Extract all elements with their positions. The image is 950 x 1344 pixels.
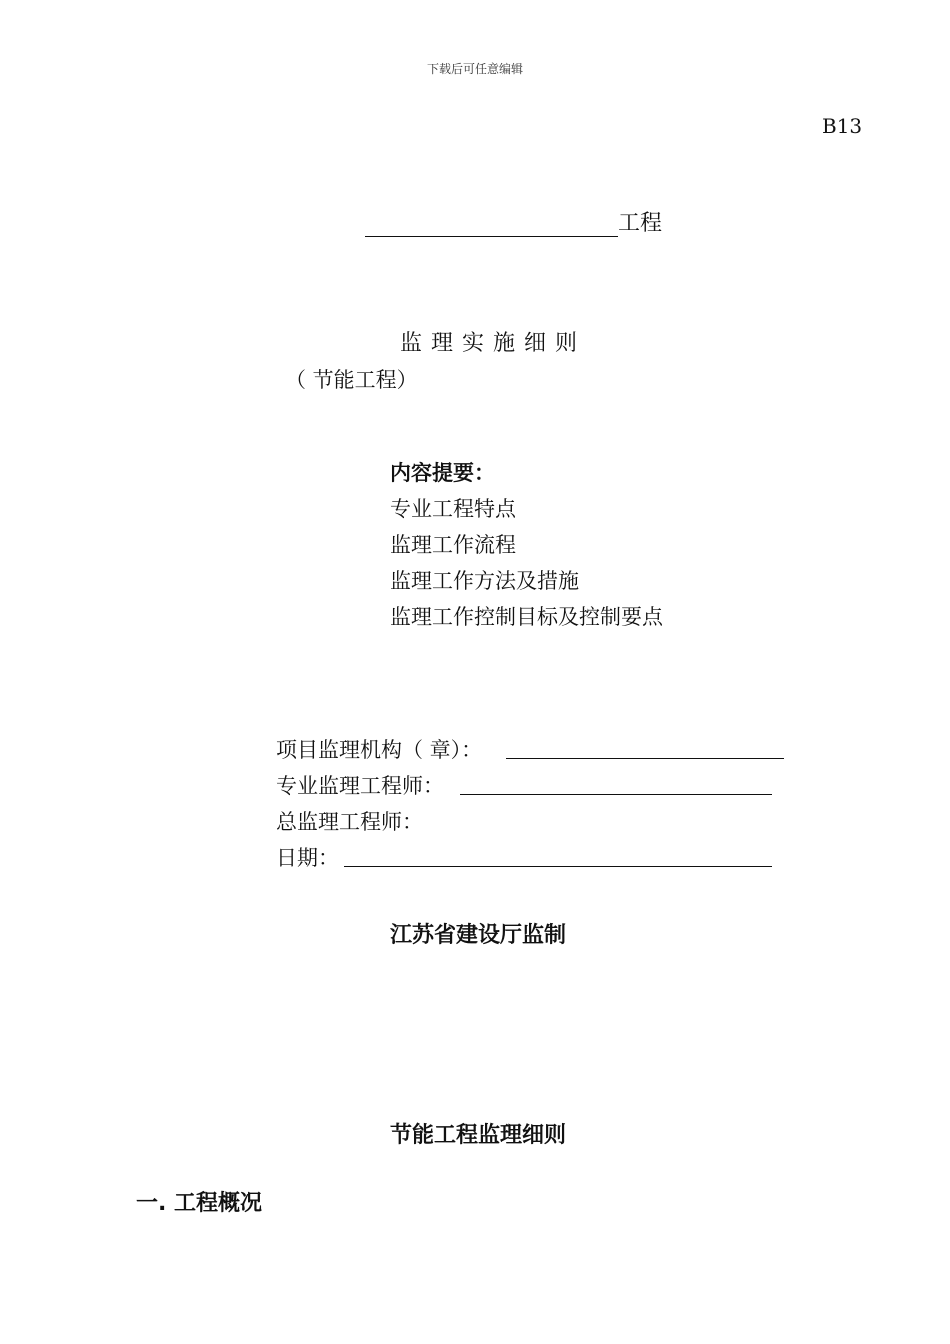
contents-item: 监理工作流程: [390, 533, 516, 557]
signature-specialist-line: [460, 794, 772, 795]
issuer: 江苏省建设厅监制: [390, 923, 567, 948]
signature-chief-row: [276, 804, 796, 840]
chapter-title: 一. 工程概况: [136, 1191, 263, 1216]
project-suffix: 工程: [618, 211, 663, 236]
signature-org-line: [506, 758, 784, 759]
contents-item: 监理工作方法及措施: [390, 569, 579, 593]
signature-specialist-label: 专业监理工程师：: [276, 774, 444, 798]
contents-summary: [390, 455, 663, 635]
section-title: 节能工程监理细则: [390, 1123, 567, 1148]
header-note: 下载后可任意编辑: [426, 62, 523, 76]
contents-heading: 内容提要：: [390, 461, 495, 485]
signature-org-label: 项目监理机构（ 章）：: [276, 738, 483, 762]
project-name-line: [365, 206, 662, 237]
contents-item: 监理工作控制目标及控制要点: [390, 605, 663, 629]
signature-chief-label: 总监理工程师：: [276, 810, 423, 834]
signature-date-line: [344, 866, 772, 867]
main-title: 监理实施细则: [400, 331, 587, 356]
signature-date-label: 日期：: [276, 846, 339, 870]
signature-org-row: [276, 732, 796, 768]
contents-item: 专业工程特点: [390, 497, 516, 521]
subtitle: （ 节能工程）: [285, 368, 418, 392]
signature-date-row: [276, 840, 796, 876]
signature-specialist-row: [276, 768, 796, 804]
project-name-blank: [365, 214, 618, 237]
document-code: B13: [822, 114, 863, 138]
